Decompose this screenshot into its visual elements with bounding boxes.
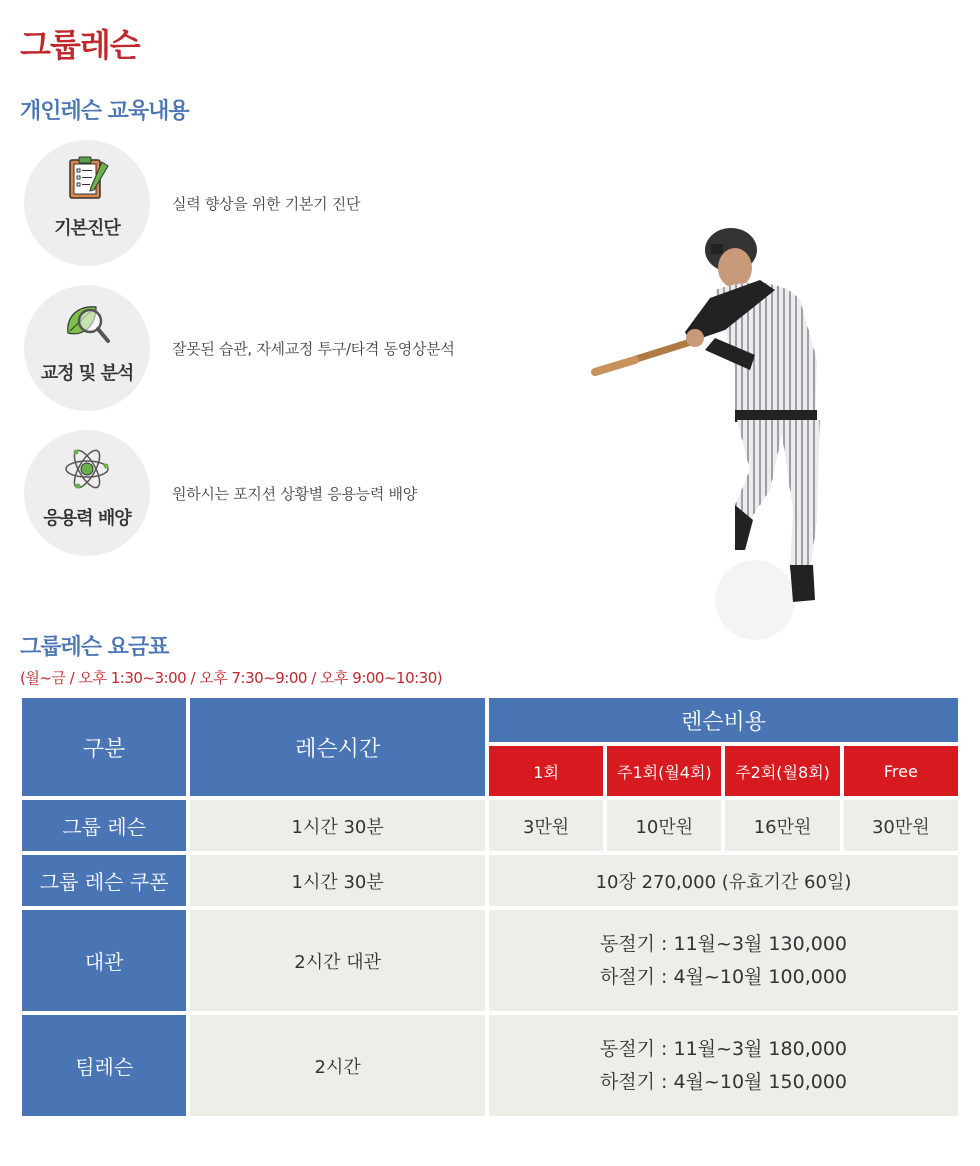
fee-section-title: 그룹레슨 요금표 (20, 635, 169, 660)
summer-price: 하절기 : 4월~10월 100,000 (599, 965, 847, 988)
header-category: 구분 (22, 698, 186, 796)
table-row (22, 855, 958, 906)
education-description: 잘못된 습관, 자세교정 투구/타격 동영상분석 (172, 340, 455, 358)
education-description: 원하시는 포지션 상황별 응용능력 배양 (172, 485, 417, 503)
row-name: 대관 (22, 910, 186, 1011)
education-item-application (24, 430, 544, 556)
price-free: 30만원 (844, 800, 958, 851)
header-lesson-time: 레슨시간 (190, 698, 485, 796)
row-name: 그룹 레슨 쿠폰 (22, 855, 186, 906)
row-time: 1시간 30분 (190, 855, 485, 906)
rental-price (489, 910, 958, 1011)
price-weekly-twice: 16만원 (725, 800, 839, 851)
education-label: 교정 및 분석 (40, 363, 134, 384)
education-item-diagnosis (24, 140, 544, 266)
table-row (22, 910, 958, 1011)
header-weekly-once: 주1회(월4회) (607, 746, 721, 796)
winter-price: 동절기 : 11월~3월 180,000 (599, 1037, 847, 1060)
page-title: 그룹레슨 (20, 26, 140, 64)
row-time: 1시간 30분 (190, 800, 485, 851)
summer-price: 하절기 : 4월~10월 150,000 (599, 1070, 847, 1093)
education-circle (24, 285, 150, 411)
row-name: 그룹 레슨 (22, 800, 186, 851)
header-cost: 렌슨비용 (489, 698, 958, 742)
magnifier-leaf-icon (62, 299, 112, 349)
education-circle (24, 140, 150, 266)
education-item-correction (24, 285, 544, 411)
row-time: 2시간 대관 (190, 910, 485, 1011)
coupon-price: 10장 270,000 (유효기간 60일) (489, 855, 958, 906)
clipboard-icon (62, 154, 112, 204)
row-name: 팀레슨 (22, 1015, 186, 1116)
atom-icon (62, 444, 112, 494)
table-row (22, 800, 958, 851)
education-circle (24, 430, 150, 556)
header-weekly-twice: 주2회(월8회) (725, 746, 839, 796)
price-single: 3만원 (489, 800, 603, 851)
table-row (22, 1015, 958, 1116)
fee-table (18, 694, 962, 1120)
price-weekly-once: 10만원 (607, 800, 721, 851)
schedule-text: (월~금 / 오후 1:30~3:00 / 오후 7:30~9:00 / 오후 9:00~10:30) (20, 669, 443, 687)
baseball-player-image (585, 220, 845, 640)
header-single: 1회 (489, 746, 603, 796)
winter-price: 동절기 : 11월~3월 130,000 (599, 932, 847, 955)
education-description: 실력 향상을 위한 기본기 진단 (172, 195, 361, 213)
row-time: 2시간 (190, 1015, 485, 1116)
education-section-title: 개인레슨 교육내용 (20, 99, 189, 124)
education-label: 응용력 배양 (43, 508, 131, 529)
team-price (489, 1015, 958, 1116)
header-free: Free (844, 746, 958, 796)
education-label: 기본진단 (54, 218, 120, 239)
